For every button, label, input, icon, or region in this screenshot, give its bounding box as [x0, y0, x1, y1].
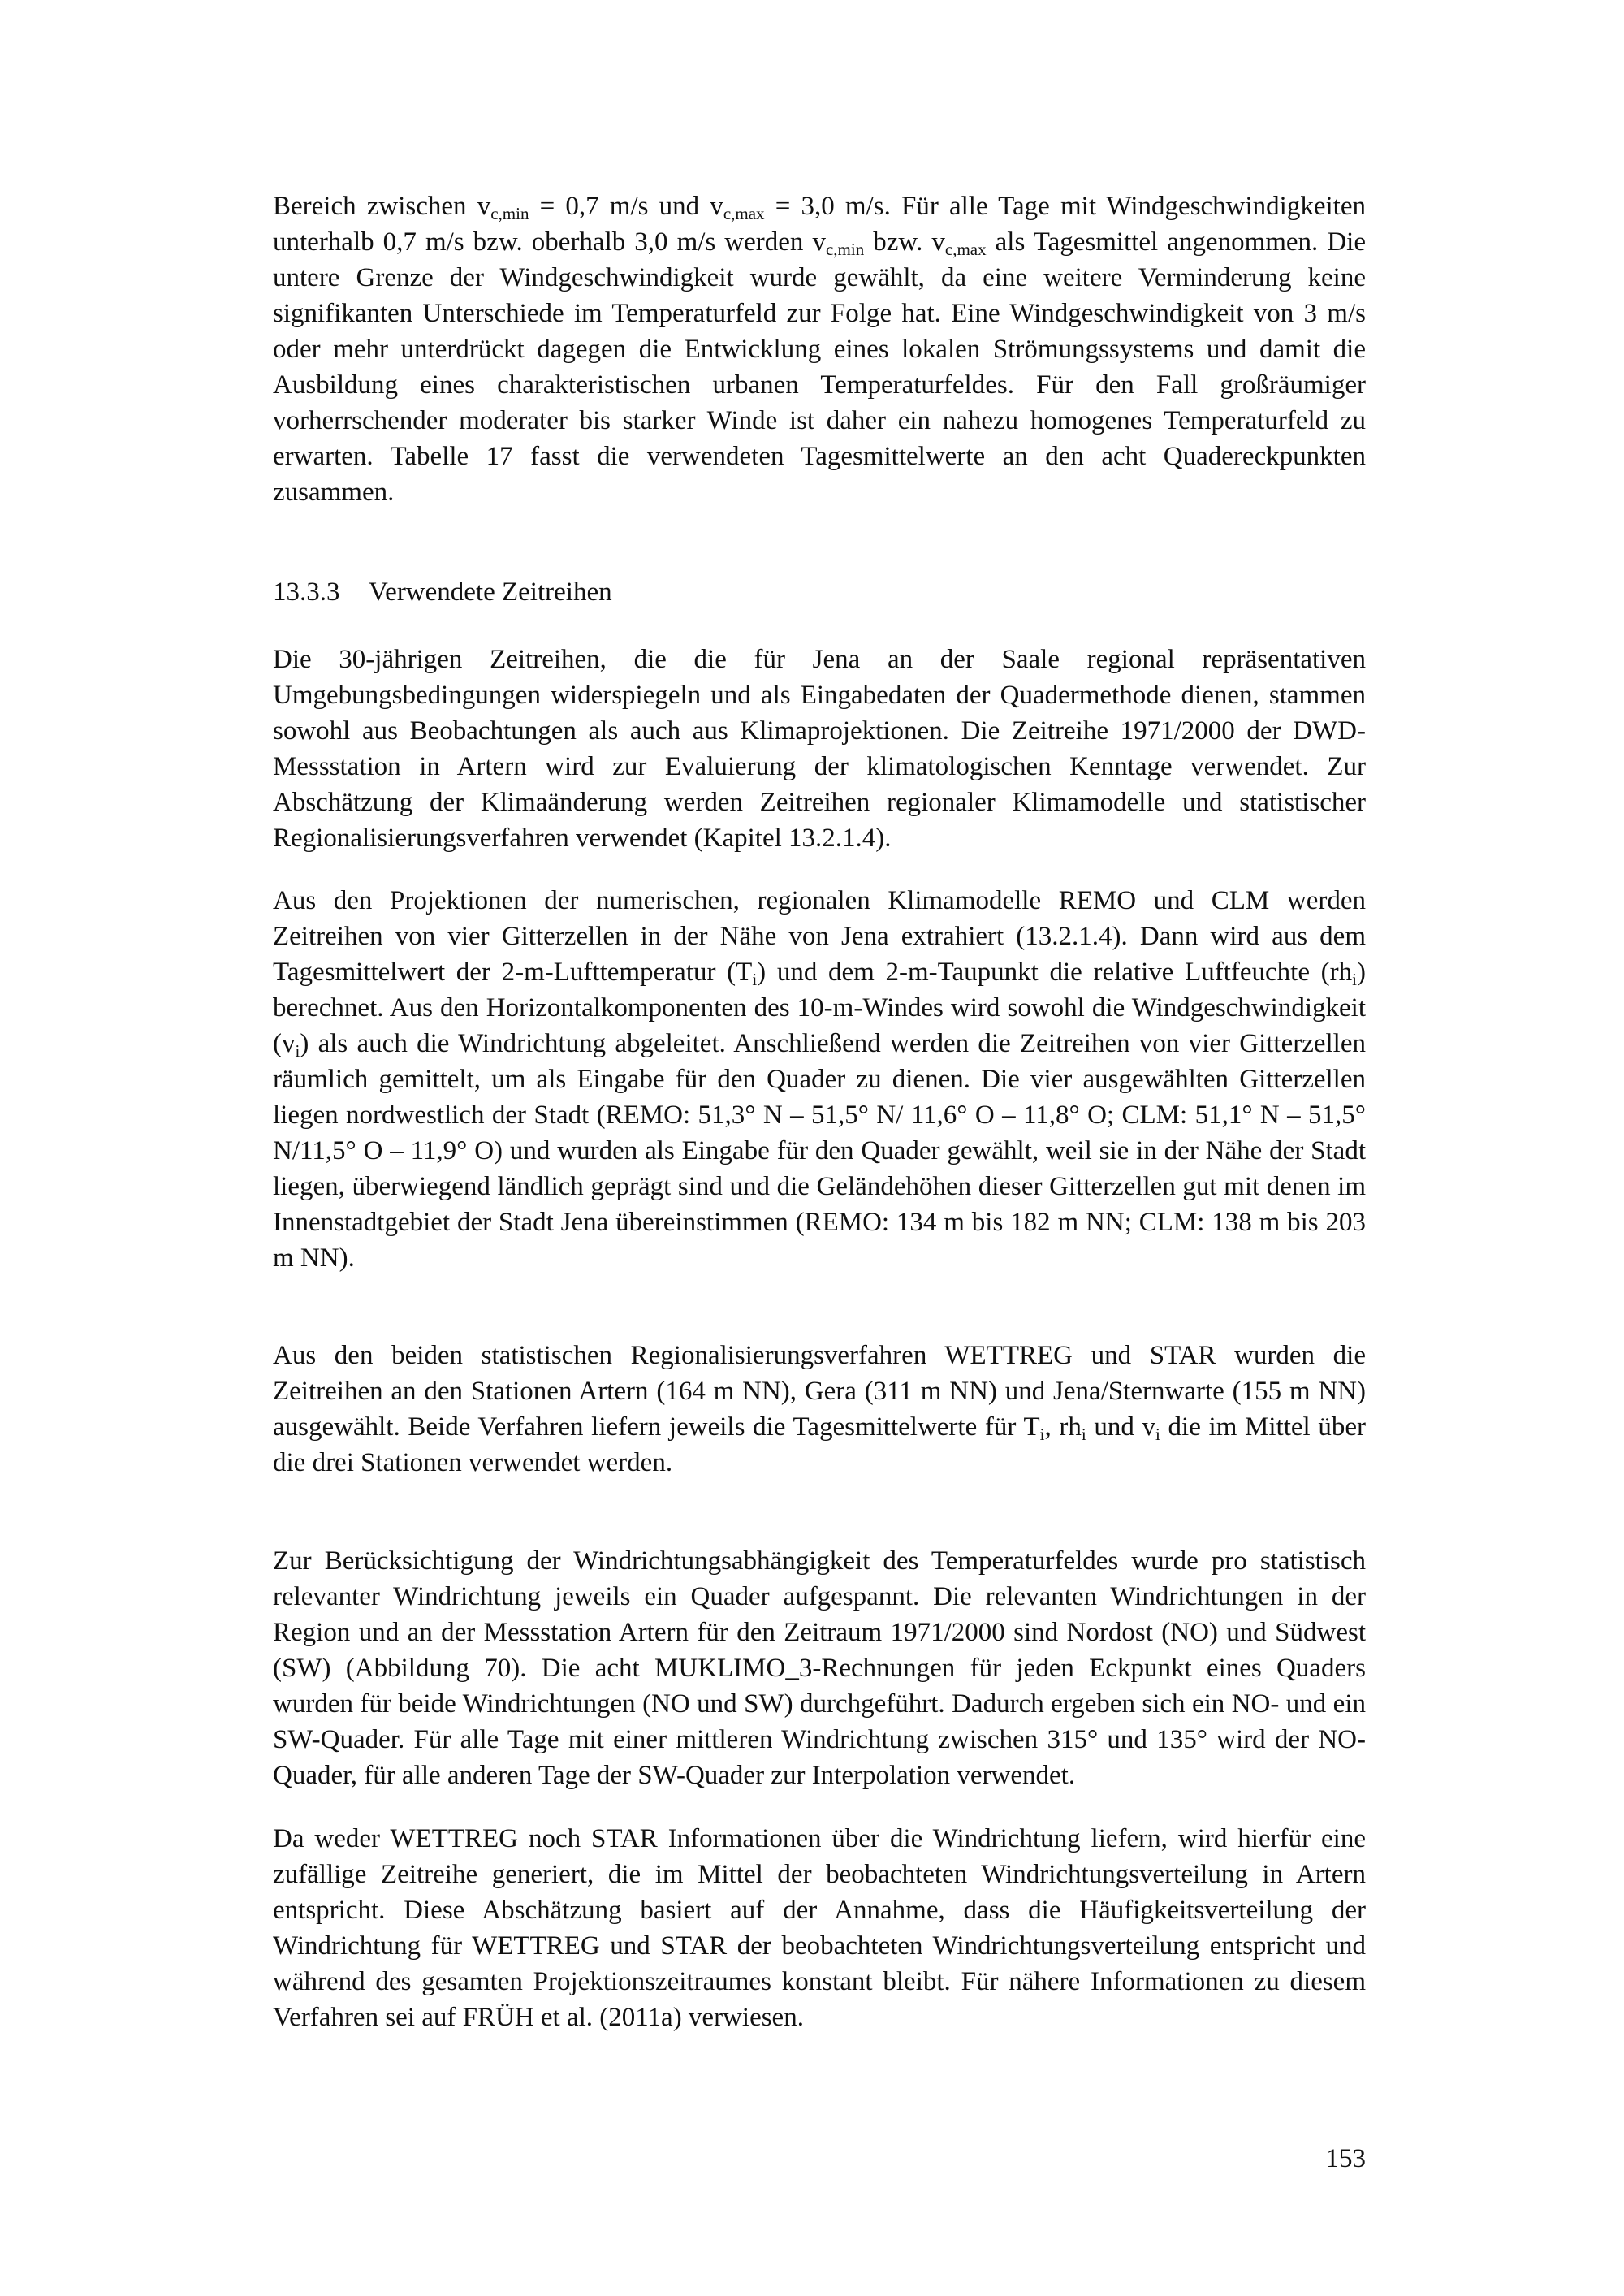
paragraph-wind-speed-range	[273, 188, 1366, 510]
text-span: Bereich zwischen v	[273, 192, 491, 221]
section-number: 13.3.3	[273, 577, 340, 607]
subscript: i	[295, 1041, 300, 1061]
text-span: = 3,0 m/s. Für alle Tage mit Windgeschwindigkeiten unterhalb 0,7 m/s bzw. oberhalb 3,0 m/s werden v	[273, 192, 1366, 257]
subscript: i	[1155, 1425, 1160, 1444]
text-span: ) berechnet. Aus den Horizontalkomponenten des 10-m-Windes wird sowohl die Windgeschwindigkeit (v	[273, 958, 1366, 1058]
text-span: und v	[1086, 1412, 1156, 1442]
subscript: c,min	[825, 240, 865, 259]
section-heading	[273, 574, 612, 610]
subscript: c,max	[723, 204, 765, 223]
text-span: ) und dem 2-m-Taupunkt die relative Luftfeuchte (rh	[757, 958, 1353, 987]
text-span: bzw. v	[864, 227, 945, 257]
subscript: c,min	[490, 204, 529, 223]
section-title: Verwendete Zeitreihen	[369, 577, 612, 607]
paragraph-climate-model-projections	[273, 883, 1366, 1276]
page-number: 153	[1325, 2144, 1366, 2173]
subscript: i	[752, 970, 758, 989]
text-span: = 0,7 m/s und v	[529, 192, 723, 221]
text-span: Aus den Projektionen der numerischen, regionalen Klimamodelle REMO und CLM werden Zeitreihen von vier Gitterzellen in der Nähe von Jena extrahiert (13.2.1.4). Dann wird aus dem Tagesmittelwert der 2-m-Lufttemperatur (T	[273, 886, 1366, 987]
subscript: i	[1039, 1425, 1045, 1444]
paragraph-statistical-regionalisation	[273, 1338, 1366, 1481]
paragraph-time-series-sources: Die 30-jährigen Zeitreihen, die die für Jena an der Saale regional repräsentativen Umgebungsbedingungen widerspiegeln und als Eingabedaten der Quadermethode dienen, stammen sowohl aus Beobachtungen als auch aus Klimaprojektionen. Die Zeitreihe 1971/2000 der DWD-Messstation in Artern wird zur Evaluierung der klimatologischen Kenntage verwendet. Zur Abschätzung der Klimaänderung werden Zeitreihen regionaler Klimamodelle und statistischer Regionalisierungsverfahren verwendet (Kapitel 13.2.1.4).	[273, 645, 1366, 853]
subscript: i	[1352, 970, 1357, 989]
text-span: , rh	[1044, 1412, 1082, 1442]
text-span: die im Mittel über die drei Stationen verwendet werden.	[273, 1412, 1367, 1477]
text-span: Aus den beiden statistischen Regionalisierungsverfahren WETTREG und STAR wurden die Zeitreihen an den Stationen Artern (164 m NN), Gera (311 m NN) und Jena/Sternwarte (155 m NN) ausgewählt. Beide Verfahren liefern jeweils die Tagesmittelwerte für T	[273, 1341, 1366, 1442]
subscript: c,max	[944, 240, 987, 259]
text-span: als Tagesmittel angenommen. Die untere Grenze der Windgeschwindigkeit wurde gewählt, da eine weitere Verminderung keine signifikanten Unterschiede im Temperaturfeld zur Folge hat. Eine Windgeschwindigkeit von 3 m/s oder mehr unterdrückt dagegen die Entwicklung eines lokalen Strömungssystems und damit die Ausbildung eines charakteristischen urbanen Temperaturfeldes. Für den Fall großräumiger vorherrschender moderater bis starker Winde ist daher ein nahezu homogenes Temperaturfeld zu erwarten. Tabelle 17 fasst die verwendeten Tagesmittelwerte an den acht Quadereckpunkten zusammen.	[273, 227, 1366, 507]
paragraph-random-wind-direction: Da weder WETTREG noch STAR Informationen über die Windrichtung liefern, wird hierfür eine zufällige Zeitreihe generiert, die im Mittel der beobachteten Windrichtungsverteilung in Artern entspricht. Diese Abschätzung basiert auf der Annahme, dass die Häufigkeitsverteilung der Windrichtung für WETTREG und STAR der beobachteten Windrichtungsverteilung entspricht und während des gesamten Projektionszeitraumes konstant bleibt. Für nähere Informationen zu diesem Verfahren sei auf FRÜH et al. (2011a) verwiesen.	[273, 1824, 1366, 2032]
text-span: ) als auch die Windrichtung abgeleitet. Anschließend werden die Zeitreihen von vier Gitterzellen räumlich gemittelt, um als Eingabe für den Quader zu dienen. Die vier ausgewählten Gitterzellen liegen nordwestlich der Stadt (REMO: 51,3° N – 51,5° N/ 11,6° O – 11,8° O; CLM: 51,1° N – 51,5° N/11,5° O – 11,9° O) und wurden als Eingabe für den Quader gewählt, weil sie in der Nähe der Stadt liegen, überwiegend ländlich geprägt sind und die Geländehöhen dieser Gitterzellen gut mit denen im Innenstadtgebiet der Stadt Jena übereinstimmen (REMO: 134 m bis 182 m NN; CLM: 138 m bis 203 m NN).	[273, 1029, 1366, 1273]
subscript: i	[1081, 1425, 1086, 1444]
paragraph-wind-direction-dependency: Zur Berücksichtigung der Windrichtungsabhängigkeit des Temperaturfeldes wurde pro statistisch relevanter Windrichtung jeweils ein Quader aufgespannt. Die relevanten Windrichtungen in der Region und an der Messstation Artern für den Zeitraum 1971/2000 sind Nordost (NO) und Südwest (SW) (Abbildung 70). Die acht MUKLIMO_3-Rechnungen für jeden Eckpunkt eines Quaders wurden für beide Windrichtungen (NO und SW) durchgeführt. Dadurch ergeben sich ein NO- und ein SW-Quader. Für alle Tage mit einer mittleren Windrichtung zwischen 315° und 135° wird der NO-Quader, für alle anderen Tage der SW-Quader zur Interpolation verwendet.	[273, 1546, 1366, 1790]
